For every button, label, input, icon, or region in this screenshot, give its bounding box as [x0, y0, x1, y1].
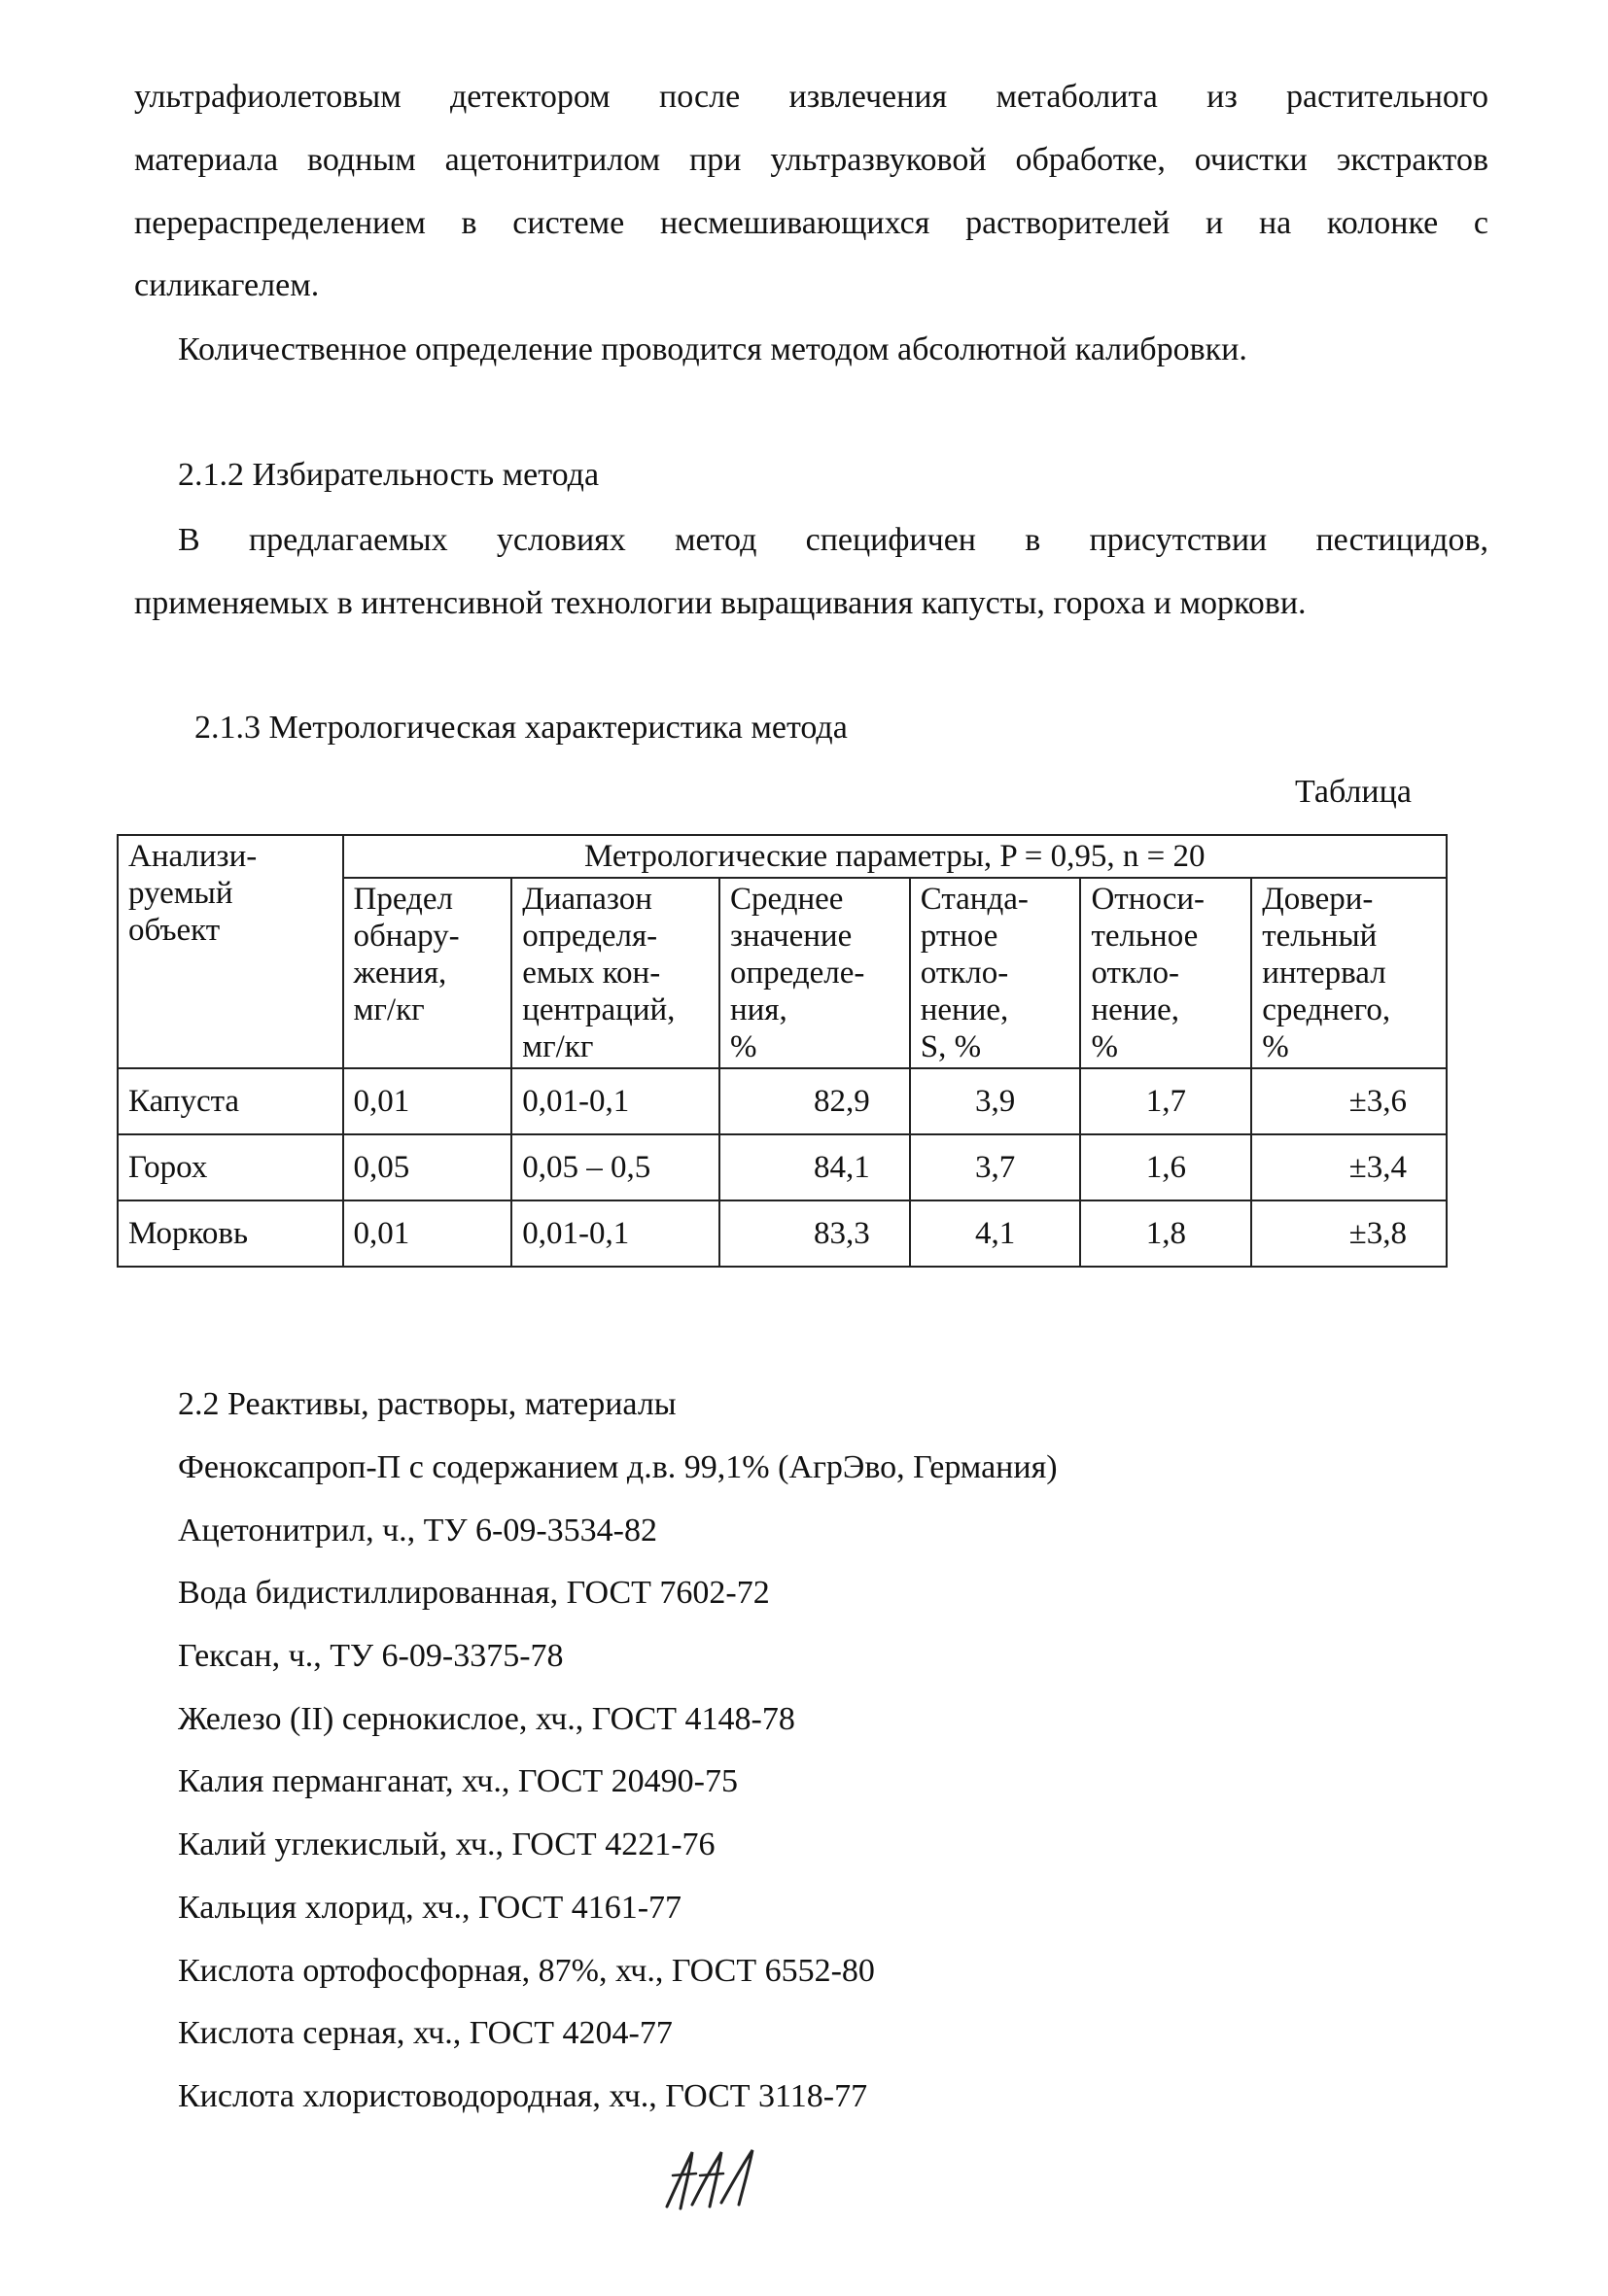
value-cell: 83,3	[719, 1200, 910, 1267]
table-row	[118, 1068, 1447, 1134]
reagent-item: Калий углекислый, хч., ГОСТ 4221-76	[178, 1826, 716, 1862]
group-header: Метрологические параметры, P = 0,95, n = 20	[343, 835, 1448, 878]
table-row	[118, 1200, 1447, 1267]
value-cell: 1,8	[1080, 1200, 1251, 1267]
column-header-mean: Среднее значение определе- ния, %	[719, 878, 910, 1068]
column-header-std-dev: Станда- ртное откло- нение, S, %	[910, 878, 1081, 1068]
intro-line-1: ультрафиолетовым детектором после извлечения метаболита из растительного	[134, 79, 1488, 115]
reagent-item: Феноксапроп-П с содержанием д.в. 99,1% (АгрЭво, Германия)	[178, 1449, 1058, 1485]
value-cell: ±3,6	[1251, 1068, 1447, 1134]
reagent-item: Кислота серная, хч., ГОСТ 4204-77	[178, 2015, 673, 2051]
section-2-1-2-heading: 2.1.2 Избирательность метода	[178, 457, 600, 493]
reagent-item: Кислота ортофосфорная, 87%, хч., ГОСТ 6552-80	[178, 1953, 875, 1989]
table-label: Таблица	[1295, 774, 1412, 810]
quantification-paragraph: Количественное определение проводится методом абсолютной калибровки.	[178, 331, 1247, 367]
value-cell: 1,6	[1080, 1134, 1251, 1200]
intro-line-2: материала водным ацетонитрилом при ультразвуковой обработке, очистки экстрактов	[134, 142, 1488, 178]
value-cell: 0,01-0,1	[511, 1068, 719, 1134]
value-cell: 3,7	[910, 1134, 1081, 1200]
metrology-table	[117, 834, 1448, 1268]
value-cell: 0,01	[343, 1068, 512, 1134]
handwritten-page-number	[663, 2146, 770, 2214]
object-cell: Капуста	[118, 1068, 343, 1134]
reagent-item: Железо (II) сернокислое, хч., ГОСТ 4148-78	[178, 1701, 795, 1737]
column-header-detection-limit: Предел обнару- жения, мг/кг	[343, 878, 512, 1068]
section-2-2-heading: 2.2 Реактивы, растворы, материалы	[178, 1386, 677, 1422]
table-header-row-1	[118, 835, 1447, 878]
object-cell: Горох	[118, 1134, 343, 1200]
reagent-item: Калия перманганат, хч., ГОСТ 20490-75	[178, 1763, 738, 1799]
section-2-1-2-line-2: применяемых в интенсивной технологии выращивания капусты, гороха и моркови.	[134, 585, 1307, 621]
reagent-item: Гексан, ч., ТУ 6-09-3375-78	[178, 1638, 564, 1674]
intro-line-4: силикагелем.	[134, 267, 320, 303]
reagent-item: Вода бидистиллированная, ГОСТ 7602-72	[178, 1575, 770, 1611]
reagent-item: Кальция хлорид, хч., ГОСТ 4161-77	[178, 1890, 682, 1926]
value-cell: 0,01	[343, 1200, 512, 1267]
column-header-rel-dev: Относи- тельное откло- нение, %	[1080, 878, 1251, 1068]
column-header-range: Диапазон определя- емых кон- центраций, мг/кг	[511, 878, 719, 1068]
value-cell: 1,7	[1080, 1068, 1251, 1134]
value-cell: 82,9	[719, 1068, 910, 1134]
column-header-conf-interval: Довери- тельный интервал среднего, %	[1251, 878, 1447, 1068]
object-header: Анализи- руемый объект	[118, 835, 343, 1068]
object-cell: Морковь	[118, 1200, 343, 1267]
value-cell: 0,05	[343, 1134, 512, 1200]
section-2-1-2-line-1: В предлагаемых условиях метод специфичен в присутствии пестицидов,	[178, 522, 1488, 558]
section-2-1-3-heading: 2.1.3 Метрологическая характеристика метода	[194, 710, 848, 746]
intro-line-3: перераспределением в системе несмешивающихся растворителей и на колонке с	[134, 205, 1488, 241]
value-cell: 84,1	[719, 1134, 910, 1200]
reagent-item: Кислота хлористоводородная, хч., ГОСТ 3118-77	[178, 2078, 868, 2114]
value-cell: 4,1	[910, 1200, 1081, 1267]
table-row	[118, 1134, 1447, 1200]
value-cell: ±3,8	[1251, 1200, 1447, 1267]
value-cell: ±3,4	[1251, 1134, 1447, 1200]
value-cell: 0,01-0,1	[511, 1200, 719, 1267]
value-cell: 3,9	[910, 1068, 1081, 1134]
reagent-item: Ацетонитрил, ч., ТУ 6-09-3534-82	[178, 1513, 657, 1548]
value-cell: 0,05 – 0,5	[511, 1134, 719, 1200]
